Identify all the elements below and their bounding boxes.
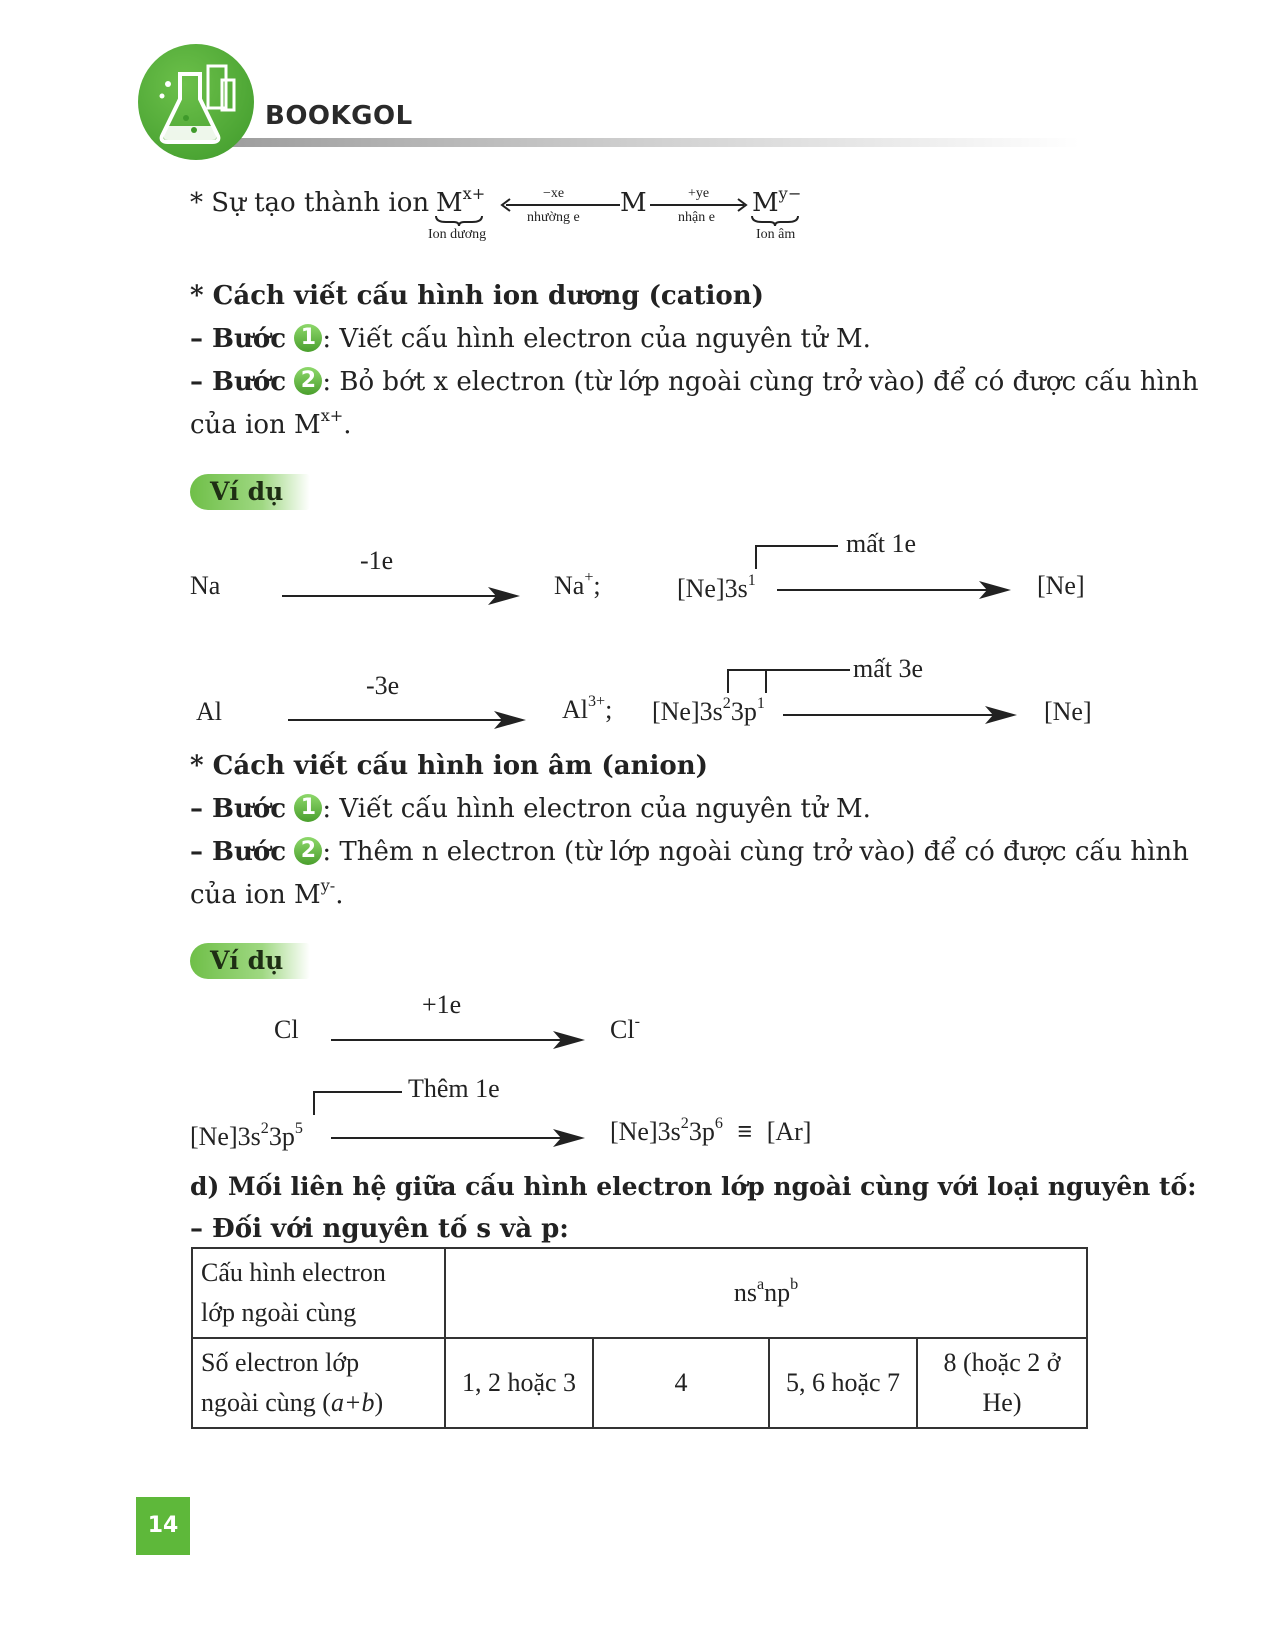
table-cell: Cấu hình electron lớp ngoài cùng: [192, 1248, 445, 1338]
al-ion: $Al^{3+}$;: [562, 692, 613, 724]
right-arrow: [650, 198, 750, 212]
na-loss-label: mất 1e: [846, 529, 917, 558]
al-atom: Al: [196, 697, 222, 726]
al-config-arrow: [783, 703, 1023, 727]
na-config: $[Ne]3s^1$: [677, 571, 756, 603]
table-row: [192, 1248, 1087, 1338]
table-cell: 8 (hoặc 2 ở He): [917, 1338, 1087, 1428]
cl-bracket: [308, 1090, 404, 1116]
left-arrow: [500, 198, 620, 212]
brand-name: BOOKGOL: [265, 101, 413, 131]
cation-step-2: – Bước 2 : Bỏ bớt x electron (từ lớp ngoài cùng trở vào) để có được cấu hình: [190, 367, 1199, 397]
header-rule: [200, 138, 1080, 147]
na-bracket: [750, 544, 840, 570]
step-1-badge: 1: [294, 794, 322, 822]
cl-arrow-label: +1e: [422, 990, 462, 1019]
na-arrow: [282, 584, 522, 608]
center-symbol: M: [620, 188, 647, 218]
left-arrow-bottom: nhường e: [527, 210, 580, 225]
al-result: [Ne]: [1044, 697, 1092, 726]
anion-label: Ion âm: [756, 227, 796, 242]
anion-step-2: – Bước 2 : Thêm n electron (từ lớp ngoài cùng trở vào) để có được cấu hình: [190, 837, 1189, 867]
example-label-1: Ví dụ: [190, 474, 310, 510]
example-label-2: Ví dụ: [190, 943, 310, 979]
cation-step-2-cont: của ion $M^{x+}$.: [190, 405, 352, 440]
table-cell: 1, 2 hoặc 3: [445, 1338, 593, 1428]
anion-symbol: $M^{y-}$: [752, 183, 802, 218]
cation-symbol: $M^{x+}$: [436, 183, 486, 218]
anion-heading: * Cách viết cấu hình ion âm (anion): [190, 751, 708, 781]
step-2-badge: 2: [294, 367, 322, 395]
table-cell: 5, 6 hoặc 7: [769, 1338, 917, 1428]
section-d-sub: – Đối với nguyên tố s và p:: [190, 1214, 569, 1244]
cl-arrow: [331, 1028, 591, 1052]
argon-config: [Ar]: [766, 1117, 812, 1146]
step-1-badge: 1: [294, 324, 322, 352]
right-arrow-bottom: nhận e: [678, 210, 715, 225]
cation-label: Ion dương: [428, 227, 487, 242]
section-d-heading: d) Mối liên hệ giữa cấu hình electron lớp ngoài cùng với loại nguyên tố:: [190, 1172, 1197, 1201]
cl-result: $[Ne]3s^23p^6 \equiv [Ar]$: [610, 1114, 812, 1146]
ion-formation-lead: * Sự tạo thành ion: [190, 188, 430, 218]
anion-step-1: – Bước 1 : Viết cấu hình electron của nguyên tử M.: [190, 794, 871, 824]
table-cell: 4: [593, 1338, 769, 1428]
na-config-arrow: [777, 578, 1017, 602]
cl-gain-label: Thêm 1e: [408, 1074, 500, 1103]
flask-icon: [138, 44, 254, 160]
cation-brace: [434, 214, 484, 226]
al-arrow-label: -3e: [366, 671, 400, 700]
cation-step-1: – Bước 1 : Viết cấu hình electron của nguyên tử M.: [190, 324, 871, 354]
step-2-badge: 2: [294, 837, 322, 865]
sp-elements-table: [191, 1247, 1088, 1429]
cl-config: $[Ne]3s^23p^5$: [190, 1119, 303, 1151]
na-ion: Na+;: [554, 568, 601, 600]
table-row: [192, 1338, 1087, 1428]
logo-badge: [138, 44, 254, 160]
page-number: 14: [136, 1497, 190, 1555]
al-arrow: [288, 708, 528, 732]
equiv-sign: ≡: [737, 1117, 753, 1146]
al-loss-label: mất 3e: [853, 654, 924, 683]
cation-heading: * Cách viết cấu hình ion dương (cation): [190, 281, 764, 311]
anion-step-2-cont: của ion $M^{y-}$.: [190, 875, 344, 910]
anion-brace: [750, 214, 800, 226]
cl-atom: Cl: [274, 1015, 299, 1044]
al-bracket: [722, 668, 852, 694]
na-arrow-label: -1e: [360, 546, 394, 575]
table-cell: Số electron lớp ngoài cùng (a+b): [192, 1338, 445, 1428]
left-arrow-top: −xe: [543, 186, 565, 201]
cl-config-arrow: [331, 1126, 591, 1150]
right-arrow-top: +ye: [688, 186, 710, 201]
na-atom: Na: [190, 571, 221, 600]
cl-ion: Cl-: [610, 1012, 640, 1044]
al-config: $[Ne]3s^23p^1$: [652, 694, 765, 726]
na-result: [Ne]: [1037, 571, 1085, 600]
formula-cell: $ns^anp^b$: [445, 1248, 1087, 1338]
